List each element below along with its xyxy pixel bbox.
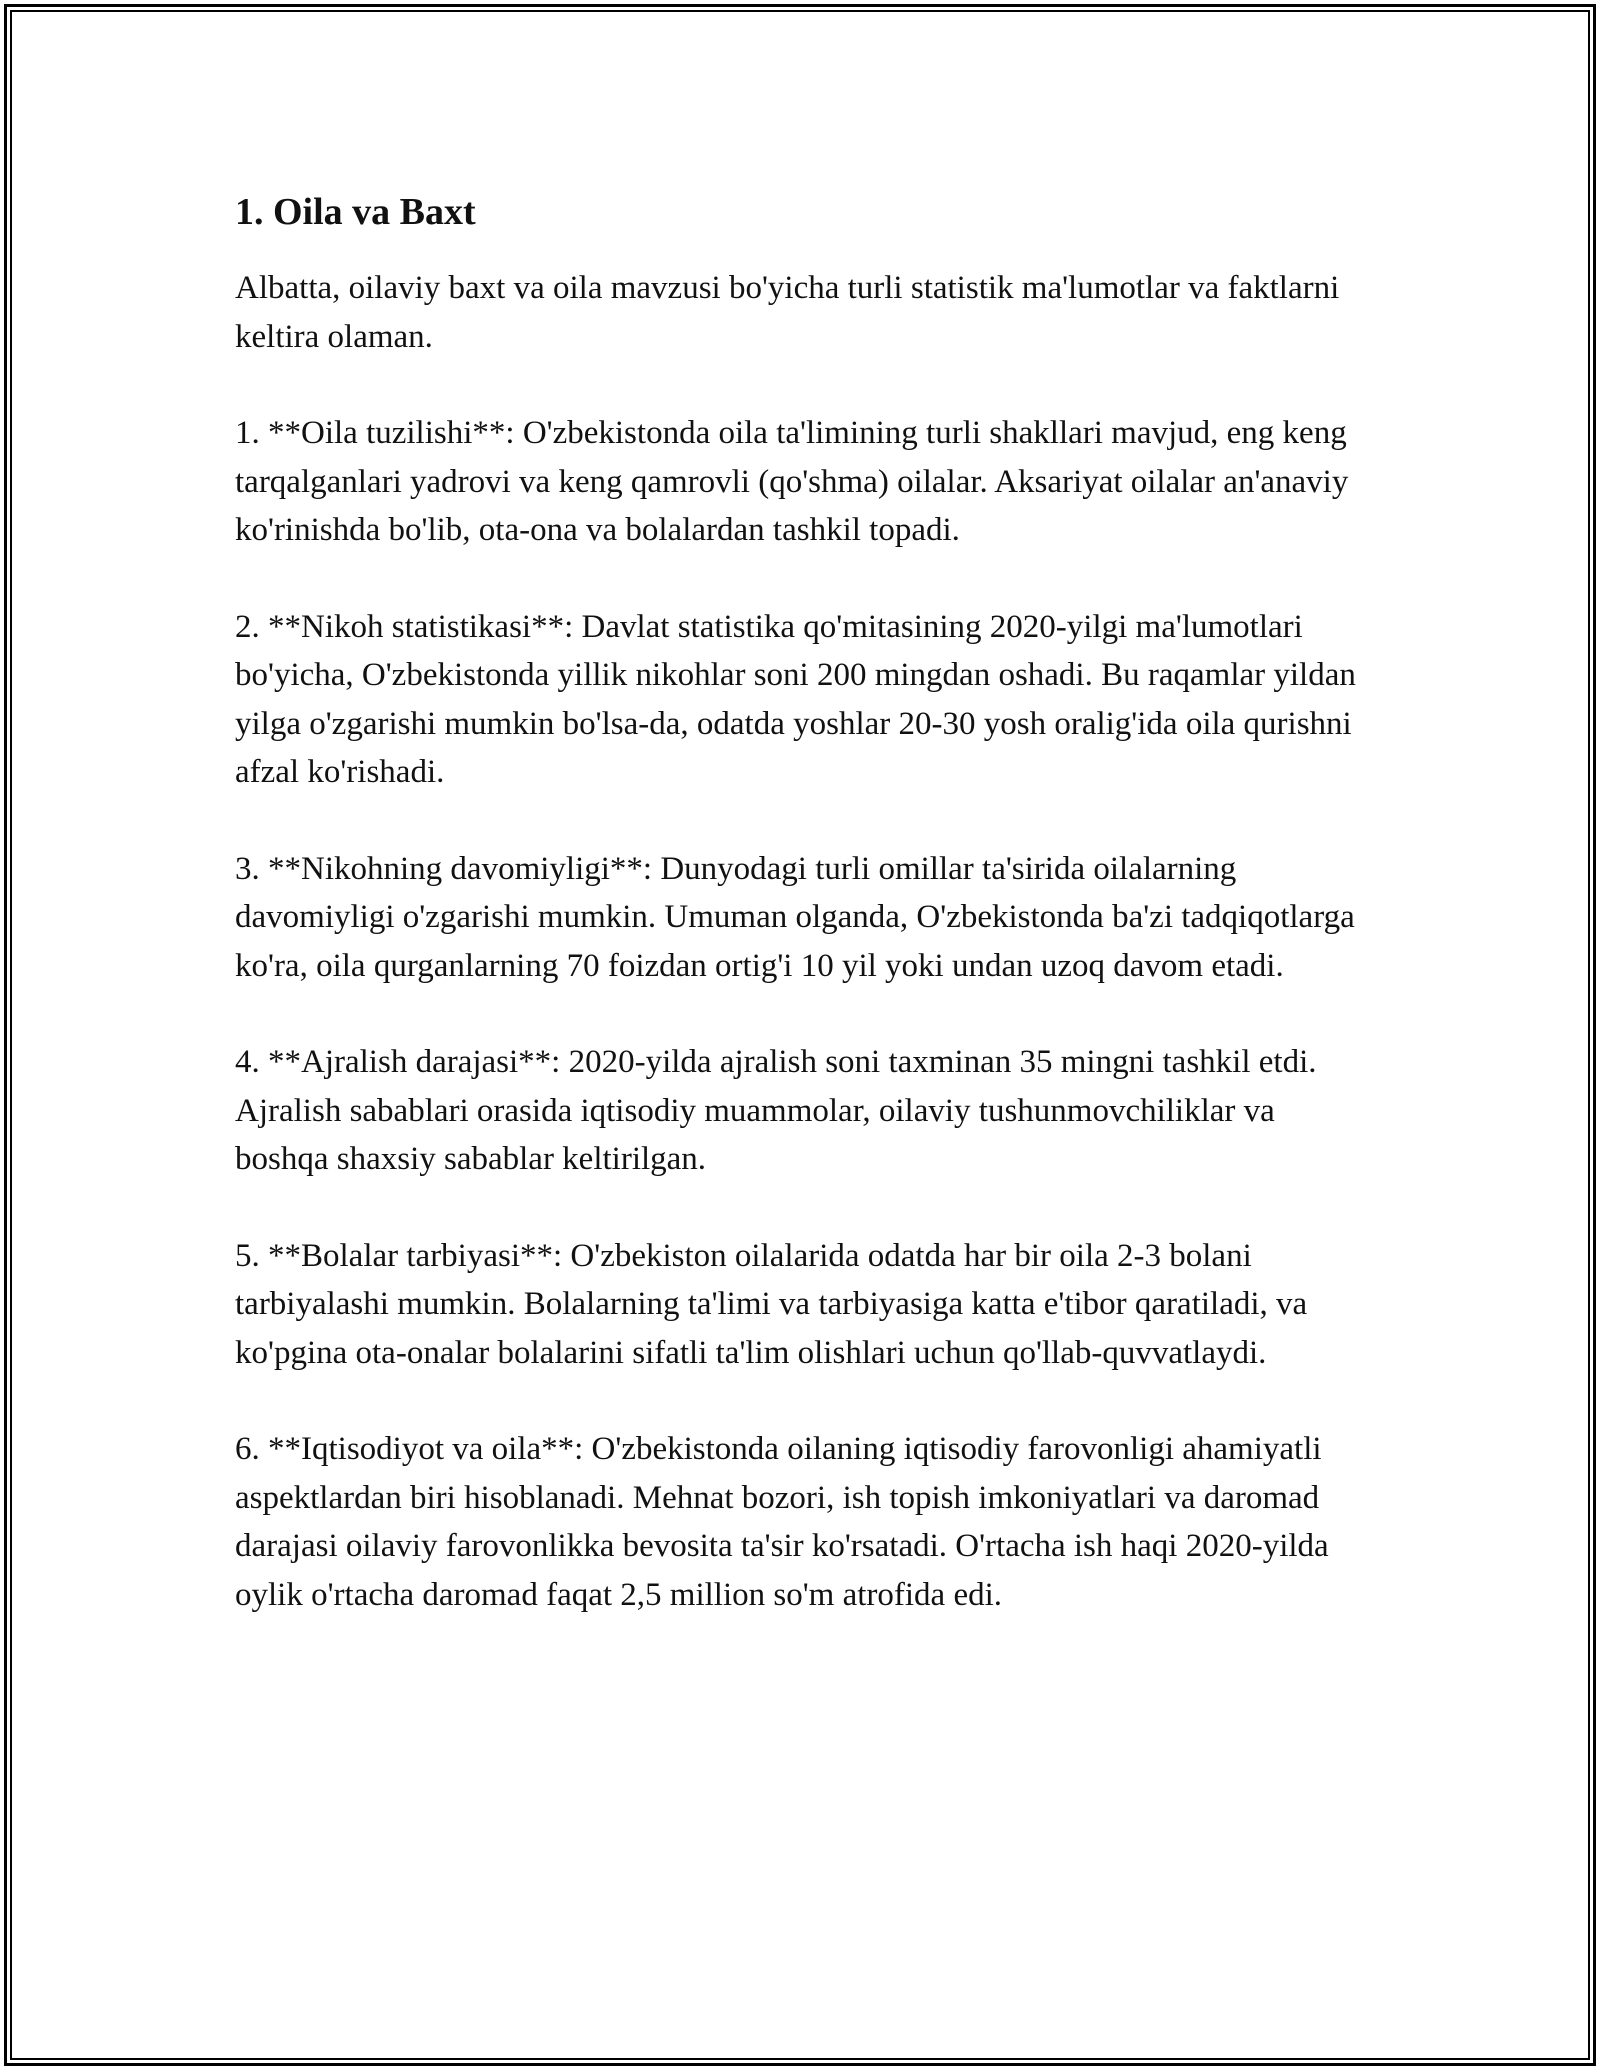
list-item-nikoh-statistikasi: 2. **Nikoh statistikasi**: Davlat statistika qo'mitasining 2020-yilgi ma'lumotlari bo'yicha, O'zbekistonda yillik nikohlar soni 200 mingdan oshadi. Bu raqamlar yildan yilga o'zgarishi mumkin bo'lsa-da, odatda yoshlar 20-30 yosh oralig'ida oila qurishni afzal ko'rishadi. [235,608,1365,790]
list-item-ajralish-darajasi: 4. **Ajralish darajasi**: 2020-yilda ajralish soni taxminan 35 mingni tashkil etdi. Ajralish sabablari orasida iqtisodiy muammolar, oilaviy tushunmovchiliklar va boshqa shaxsiy sabablar keltirilgan. [235,1044,1323,1177]
list-item-bolalar-tarbiyasi: 5. **Bolalar tarbiyasi**: O'zbekiston oilalarida odatda har bir oila 2-3 bolani tarbiyalashi mumkin. Bolalarning ta'limi va tarbiyasiga katta e'tibor qaratiladi, va ko'pgina ota-onalar bolalarini sifatli ta'lim olishlari uchun qo'llab-quvvatlaydi. [235,1237,1316,1371]
list-item-iqtisodiyot-va-oila: 6. **Iqtisodiyot va oila**: O'zbekistonda oilaning iqtisodiy farovonligi ahamiyatli aspektlardan biri hisoblanadi. Mehnat bozori, ish topish imkoniyatlari va daromad darajasi oilaviy farovonlikka bevosita ta'sir ko'rsatadi. O'rtacha ish haqi 2020-yilda oylik o'rtacha daromad faqat 2,5 million so'm atrofida edi. [235,1431,1337,1613]
document-title: 1. Oila va Baxt [235,191,476,233]
intro-paragraph: Albatta, oilaviy baxt va oila mavzusi bo'yicha turli statistik ma'lumotlar va faktlarni keltira olaman. [235,270,1348,355]
list-item-oila-tuzilishi: 1. **Oila tuzilishi**: O'zbekistonda oila ta'limining turli shakllari mavjud, eng keng tarqalganlari yadrovi va keng qamrovli (qo'shma) oilalar. Aksariyat oilalar an'anaviy ko'rinishda bo'lib, ota-ona va bolalardan tashkil topadi. [235,415,1357,548]
document-body [235,186,1375,1667]
list-item-nikohning-davomiyligi: 3. **Nikohning davomiyligi**: Dunyodagi turli omillar ta'sirida oilalarning davomiyligi o'zgarishi mumkin. Umuman olganda, O'zbekistonda ba'zi tadqiqotlarga ko'ra, oila qurganlarning 70 foizdan ortig'i 10 yil yoki undan uzoq davom etadi. [235,850,1363,984]
